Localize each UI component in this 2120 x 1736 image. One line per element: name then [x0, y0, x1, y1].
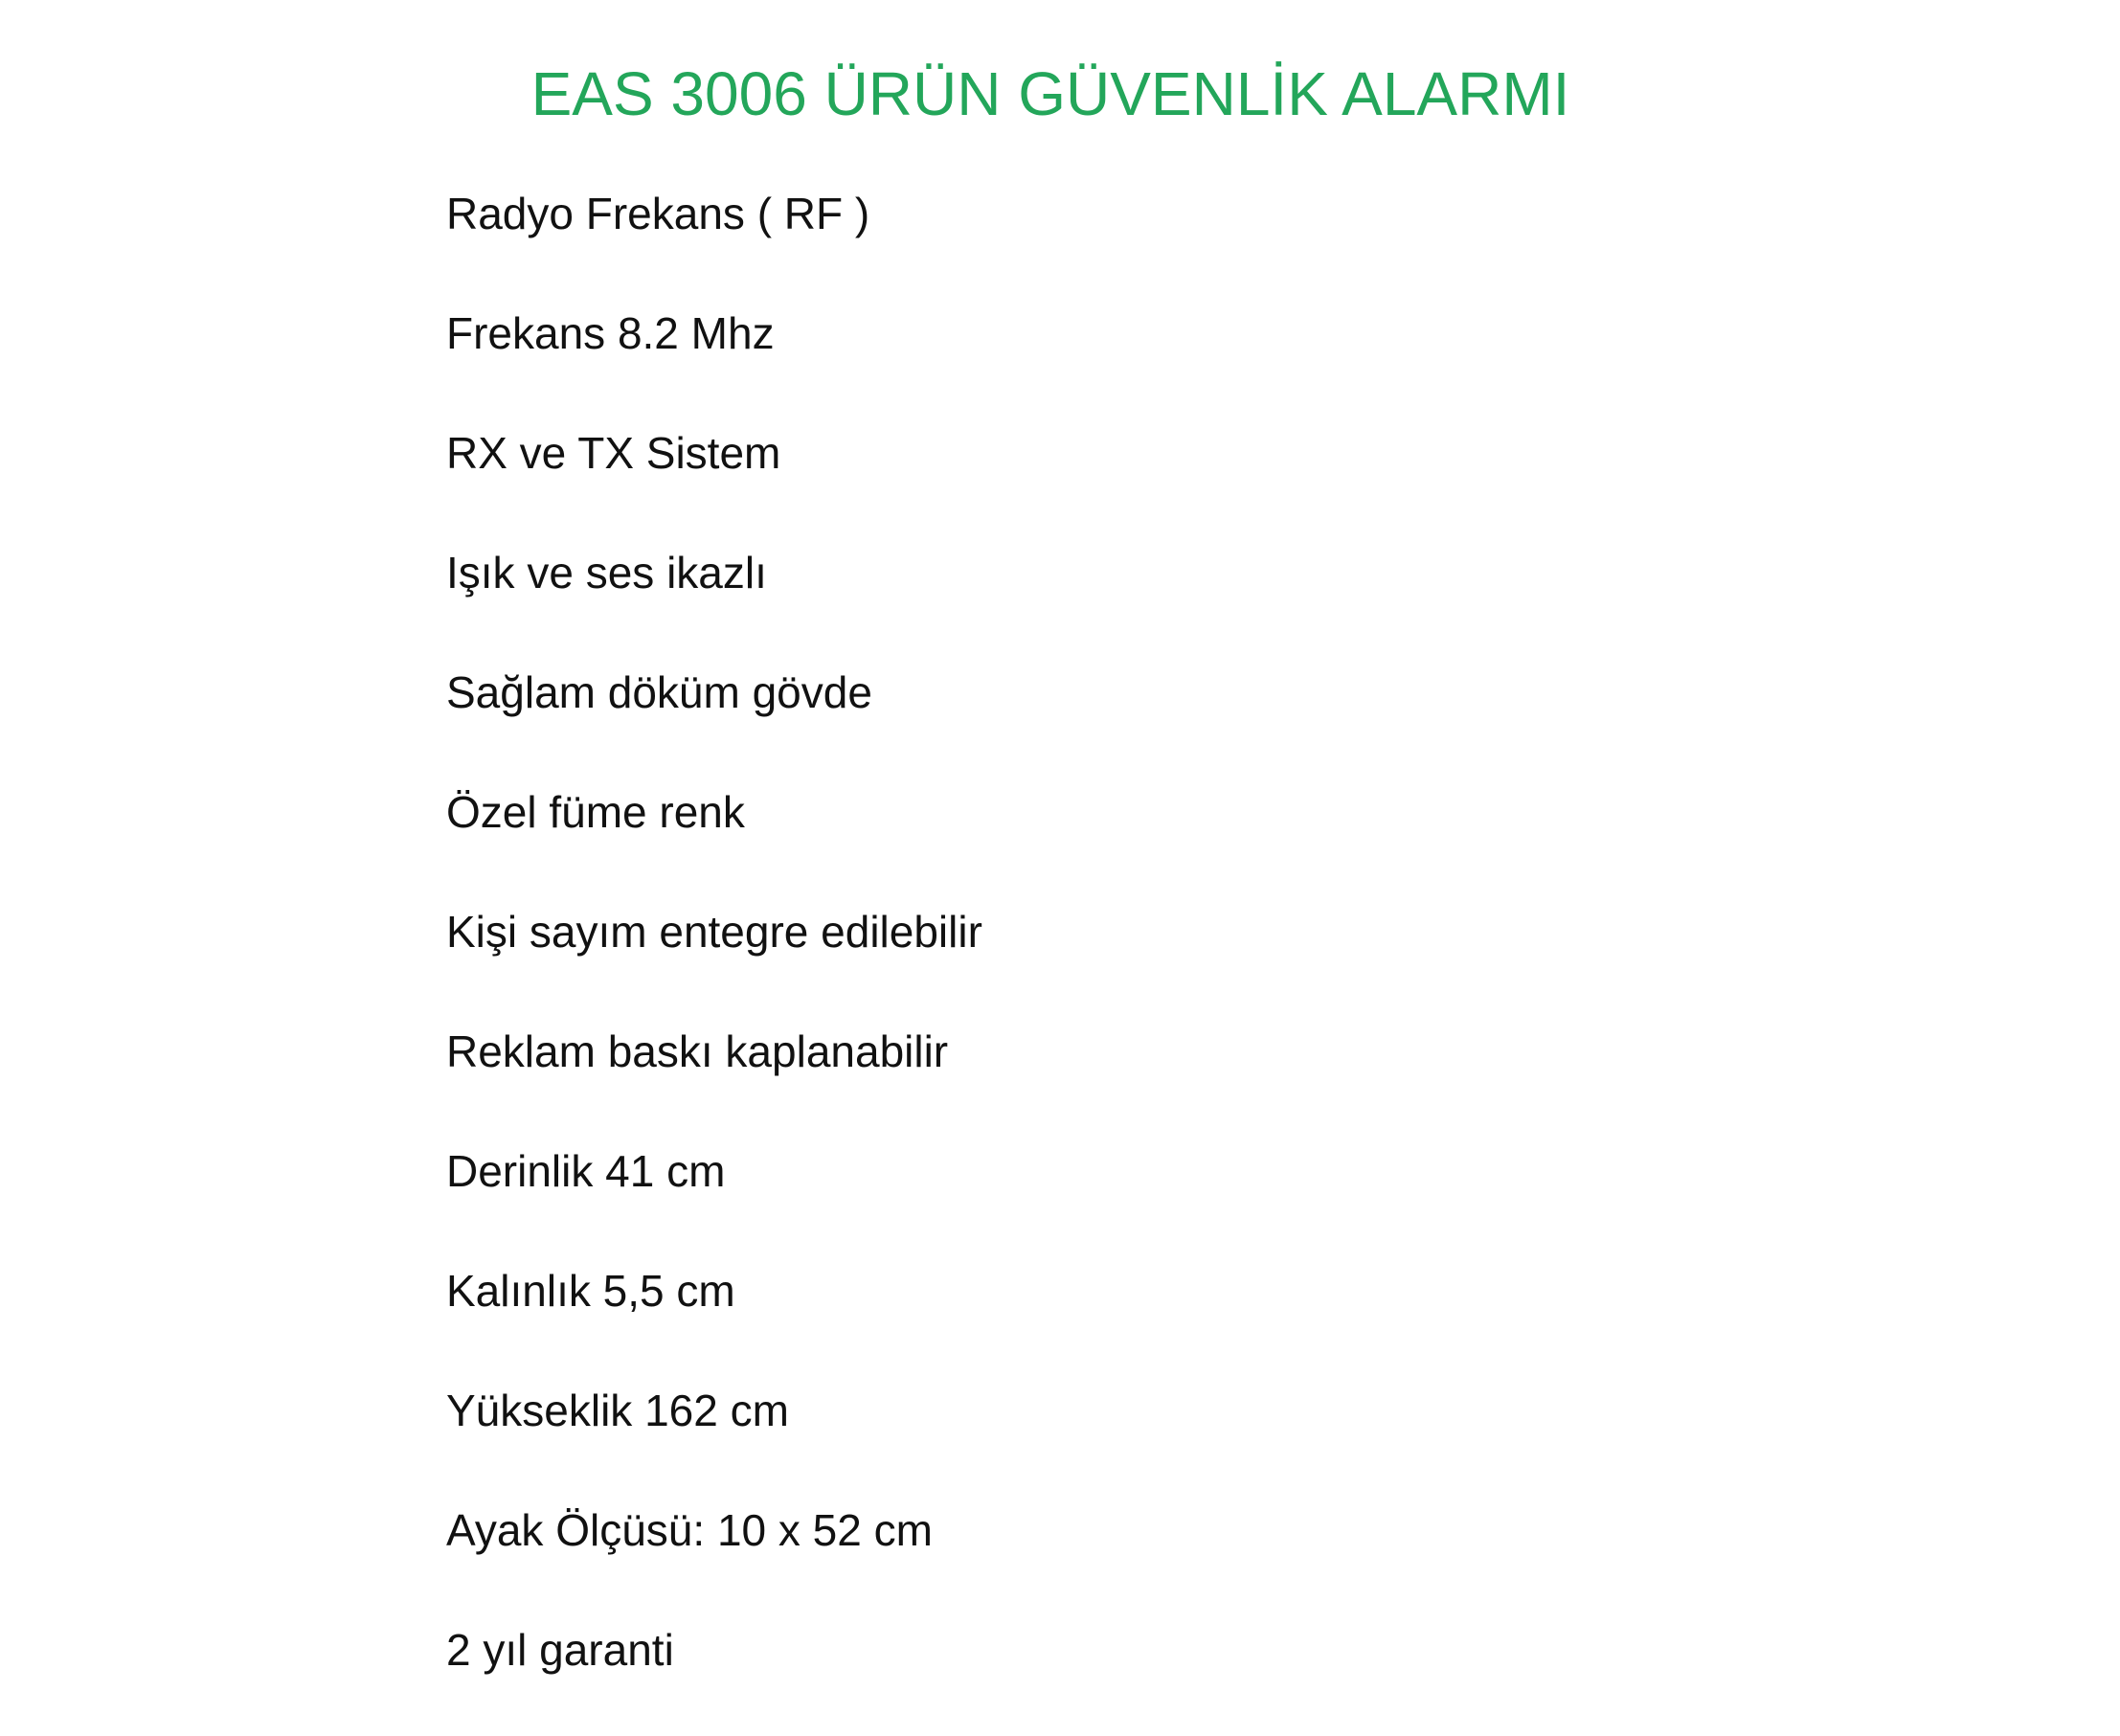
spec-item-rf: Radyo Frekans ( RF ) [446, 189, 870, 238]
spec-item-print: Reklam baskı kaplanabilir [446, 1026, 949, 1076]
spec-item-height: Yükseklik 162 cm [446, 1386, 789, 1435]
spec-item-color: Özel füme renk [446, 787, 745, 837]
spec-item-foot-size: Ayak Ölçüsü: 10 x 52 cm [446, 1505, 933, 1555]
spec-item-people-counter: Kişi sayım entegre edilebilir [446, 907, 982, 957]
spec-item-rx-tx: RX ve TX Sistem [446, 428, 781, 478]
spec-item-depth: Derinlik 41 cm [446, 1146, 726, 1196]
spec-item-frequency: Frekans 8.2 Mhz [446, 308, 775, 358]
spec-item-thickness: Kalınlık 5,5 cm [446, 1266, 735, 1316]
spec-item-light-sound: Işık ve ses ikazlı [446, 548, 767, 597]
spec-item-body: Sağlam döküm gövde [446, 667, 872, 717]
spec-list [446, 180, 982, 1736]
page-title: EAS 3006 ÜRÜN GÜVENLİK ALARMI [530, 59, 1570, 128]
spec-item-warranty: 2 yıl garanti [446, 1625, 674, 1675]
